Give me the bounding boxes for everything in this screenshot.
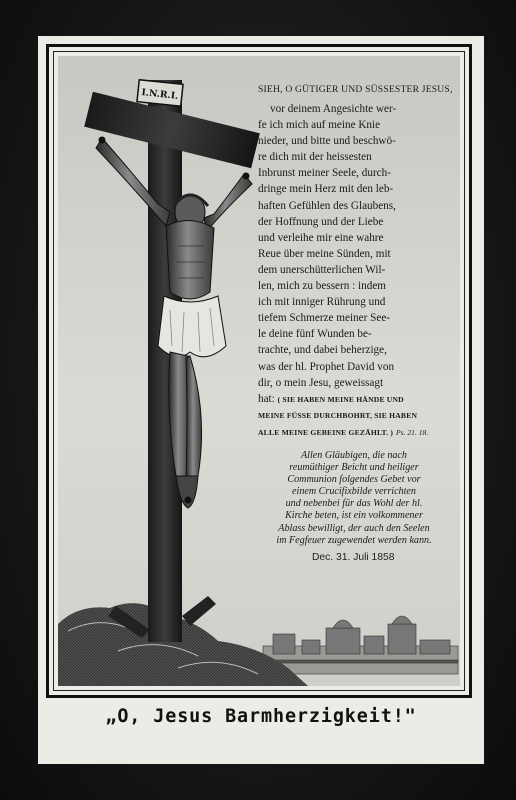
prayer-line: haften Gefühlen des Glaubens, [258, 199, 396, 212]
prayer-line: trachte, und dabei beherzige, [258, 344, 387, 357]
prayer-line: dringe mein Herz mit den leb- [258, 183, 394, 196]
prayer-hat: hat: [258, 392, 275, 405]
prayer-line: re dich mit der heissesten [258, 151, 372, 164]
prayer-line: len, mich zu bessern : indem [258, 280, 387, 293]
prayer-text-block [258, 84, 453, 441]
indulgence-note [265, 450, 443, 547]
prayer-line: was der hl. Prophet David von [258, 360, 395, 373]
prayer-line [258, 424, 448, 441]
scripture-reference: Ps. 21. 18. [395, 427, 429, 437]
card-caption: „O, Jesus Barmherzigkeit!" [105, 706, 417, 727]
prayer-line: tiefem Schmerze meiner See- [258, 312, 391, 325]
indulgence-line: und nebenbei für das Wohl der hl. [285, 498, 423, 510]
indulgence-line: Ablass bewilligt, der auch den Seelen [278, 522, 430, 534]
prayer-line: le deine fünf Wunden be- [258, 328, 372, 341]
prayer-line [258, 391, 448, 408]
prayer-line: Inbrunst meiner Seele, durch- [258, 167, 391, 180]
psalm-quote-line: ( SIE HABEN MEINE HÄNDE UND [277, 394, 404, 404]
indulgence-line: Allen Gläubigen, die nach [301, 450, 407, 461]
psalm-quote-line: ALLE MEINE GEBEINE GEZÄHLT. ) [258, 427, 394, 437]
prayer-line: dir, o mein Jesu, geweissagt [258, 376, 384, 389]
indulgence-line: Kirche beten, ist ein volkommener [285, 510, 423, 522]
prayer-body [258, 101, 448, 441]
indulgence-line: einem Crucifixbilde verrichten [292, 486, 416, 498]
indulgence-line: reumüthiger Beicht und heiliger [289, 462, 419, 474]
prayer-line: dem unerschütterlichen Wil- [258, 263, 386, 276]
titulus-label: I.N.R.I. [140, 87, 179, 102]
prayer-heading: SIEH, O GÜTIGER UND SÜSSESTER JESUS, [258, 84, 453, 95]
prayer-line: der Hoffnung und der Liebe [258, 215, 384, 228]
prayer-line: vor deinem Angesichte wer- [270, 103, 397, 115]
prayer-line: fe ich mich auf meine Knie [258, 119, 381, 132]
prayer-line: Reue über meine Sünden, mit [258, 247, 391, 260]
prayer-line: nieder, und bitte und beschwö- [258, 135, 396, 148]
prayer-line: ich mit inniger Rührung und [258, 296, 386, 309]
prayer-line: und verleihe mir eine wahre [258, 231, 384, 244]
approval-date: Dec. 31. Juli 1858 [312, 552, 395, 563]
psalm-quote-line: MEINE FÜSSE DURCHBOHRT, SIE HABEN [258, 410, 418, 420]
indulgence-line: im Fegfeuer zugewendet werden kann. [276, 534, 432, 546]
indulgence-line: Communion folgendes Gebet vor [287, 474, 421, 486]
